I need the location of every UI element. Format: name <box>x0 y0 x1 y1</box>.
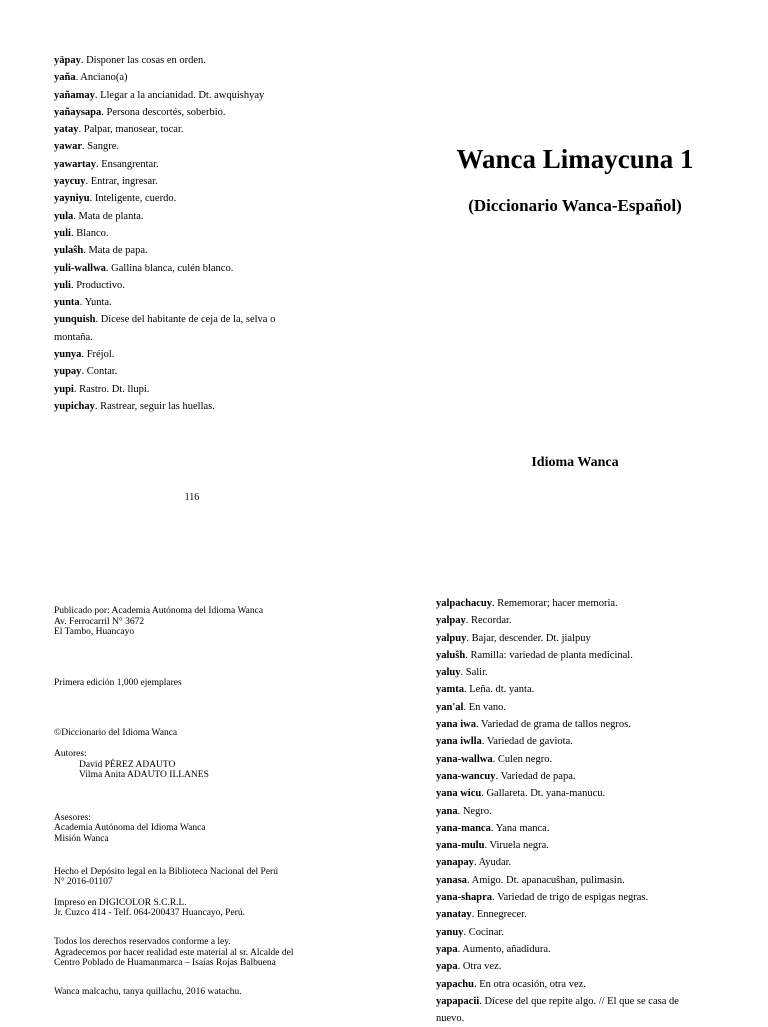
dictionary-entry: yalpay. Recordar. <box>436 615 512 627</box>
dictionary-entry: yalpuy. Bajar, descender. Dt. jialpuy <box>436 632 591 644</box>
entry-definition: Anciano(a) <box>80 72 128 84</box>
entry-headword: yunquish <box>54 314 96 326</box>
dictionary-entry: yanatay. Ennegrecer. <box>436 909 527 921</box>
entry-headword: yañaysapa <box>54 106 102 118</box>
entry-definition: Productivo. <box>76 279 125 291</box>
entry-definition: Amigo. Dt. apanacuŝhan, pulimasin. <box>471 874 625 886</box>
dictionary-entry: yapapacii. Dícese del que repite algo. // El que se casa de <box>436 995 679 1007</box>
entry-definition: Ensangrentar. <box>101 158 159 170</box>
entry-definition: Negro. <box>462 805 492 817</box>
dictionary-entry: yuli. Productivo. <box>54 279 125 291</box>
entry-definition: Palpar, manosear, tocar. <box>83 124 184 136</box>
entry-definition: Aumento, añadidura. <box>462 943 551 955</box>
entry-definition: Mata de planta. <box>78 210 144 222</box>
entry-headword: yawartay <box>54 158 96 170</box>
dictionary-entry: yana-shapra. Variedad de trigo de espigas negras. <box>436 892 649 904</box>
entry-definition: Bajar, descender. Dt. jialpuy <box>471 632 591 644</box>
entry-headword: yapachu <box>436 978 474 990</box>
entry-definition: Yunta. <box>84 297 112 309</box>
publisher-address: Av. Ferrocarril N° 3672 <box>54 616 145 627</box>
dictionary-entry: yana iwlla. Variedad de gaviota. <box>436 736 573 748</box>
entry-headword: yupay <box>54 366 82 378</box>
entry-definition: Dícese del que repite algo. // El que se casa de <box>484 995 679 1007</box>
page-number: 116 <box>184 492 200 503</box>
entry-definition: Cocinar. <box>468 926 504 938</box>
entry-definition: Blanco. <box>76 227 109 239</box>
entry-definition: Rememorar; hacer memoria. <box>497 598 618 609</box>
dictionary-entry: yupi. Rastro. Dt. llupi. <box>54 383 150 395</box>
dictionary-entry: yuli. Blanco. <box>54 227 109 239</box>
entry-definition: En otra ocasión, otra vez. <box>479 978 586 990</box>
dictionary-entry <box>436 1010 736 1027</box>
advisor-name: Academia Autónoma del Idioma Wanca <box>54 823 206 834</box>
entry-definition: En vano. <box>468 701 507 713</box>
printer-line: Impreso en DIGICOLOR S.C.R.L. <box>54 897 187 908</box>
advisors-label: Asesores: <box>54 812 91 823</box>
imprint-block <box>54 606 354 997</box>
entry-headword: yana-mulu <box>436 840 485 852</box>
entry-headword: yana iwlla <box>436 736 482 748</box>
entry-headword: yaña <box>54 72 76 84</box>
printer-address: Jr. Cuzco 414 - Telf. 064-200437 Huancayo, Perú. <box>54 908 245 919</box>
dictionary-entry: yaluy. Salir. <box>436 667 488 679</box>
entry-headword: yayniyu <box>54 193 90 205</box>
entry-definition: Entrar, ingresar. <box>90 176 158 188</box>
dictionary-entry: yanasa. Amigo. Dt. apanacuŝhan, pulimasin. <box>436 874 625 886</box>
dictionary-entry: yañamay. Llegar a la ancianidad. Dt. awquishyay <box>54 89 265 101</box>
entry-definition: Mata de papa. <box>88 245 148 257</box>
dictionary-entry: yapachu. En otra ocasión, otra vez. <box>436 978 586 990</box>
dictionary-entry: yaycuy. Entrar, ingresar. <box>54 176 158 188</box>
dictionary-entry: yula. Mata de planta. <box>54 210 144 222</box>
entry-definition: Yana manca. <box>495 822 550 834</box>
entry-definition: Ramilla: variedad de planta medicinal. <box>470 649 633 661</box>
entry-definition: Culen negro. <box>497 753 553 765</box>
dictionary-entry: yayniyu. Inteligente, cuerdo. <box>54 193 177 205</box>
dictionary-entry: yunya. Fréjol. <box>54 349 115 361</box>
entry-headword: yanuy <box>436 926 464 938</box>
language-label: Idioma Wanca <box>531 455 619 470</box>
entry-headword: yatay <box>54 124 79 136</box>
entry-headword: yunta <box>54 297 80 309</box>
entry-definition: nuevo. <box>436 1013 465 1025</box>
entry-headword: yana iwa <box>436 719 476 731</box>
entry-definition: Llegar a la ancianidad. Dt. awquishyay <box>100 89 265 101</box>
entry-definition: Ennegrecer. <box>476 909 527 921</box>
dictionary-entries-bottom <box>436 595 736 1027</box>
dictionary-entry: yanapay. Ayudar. <box>436 857 512 869</box>
entry-headword: yula <box>54 210 74 222</box>
dictionary-entry: yana-manca. Yana manca. <box>436 822 550 834</box>
entry-headword: yana <box>436 805 458 817</box>
entry-definition: Ayudar. <box>478 857 512 869</box>
dictionary-entry: yaña. Anciano(a) <box>54 72 128 84</box>
entry-definition: Variedad de papa. <box>500 770 576 782</box>
dictionary-entry: yatay. Palpar, manosear, tocar. <box>54 124 184 136</box>
thanks-line: Agradecemos por hacer realidad este material al sr. Alcalde del <box>54 947 294 958</box>
entry-headword: yana-wancuy <box>436 770 496 782</box>
deposit-number: N° 2016-01107 <box>54 877 113 888</box>
copyright-line: ©Diccionario del Idioma Wanca <box>54 728 178 739</box>
entry-headword: yan'al <box>436 701 464 713</box>
deposit-line: Hecho el Depósito legal en la Biblioteca Nacional del Perú <box>54 866 278 877</box>
entry-headword: yana-wallwa <box>436 753 493 765</box>
publisher-city: El Tambo, Huancayo <box>54 627 135 638</box>
entry-headword: yunya <box>54 349 82 361</box>
entry-headword: yanapay <box>436 857 474 869</box>
entry-definition: montaña. <box>54 331 93 343</box>
dictionary-entry: yana-wallwa. Culen negro. <box>436 753 553 765</box>
book-subtitle: (Diccionario Wanca-Español) <box>468 196 682 215</box>
author-name: David PÉREZ ADAUTO <box>79 759 176 770</box>
entry-definition: Otra vez. <box>462 961 502 973</box>
dictionary-entry: yana iwa. Variedad de grama de tallos negros. <box>436 719 631 731</box>
entry-definition: Variedad de trigo de espigas negras. <box>497 892 649 904</box>
dictionary-entry: yapa. Aumento, añadidura. <box>436 943 551 955</box>
dictionary-entry: yupichay. Rastrear, seguir las huellas. <box>54 400 215 412</box>
dictionary-entry: yan'al. En vano. <box>436 701 507 713</box>
advisor-name: Misión Wanca <box>54 833 109 844</box>
entry-definition: Contar. <box>86 366 118 378</box>
dictionary-entry: yana-wancuy. Variedad de papa. <box>436 770 576 782</box>
dictionary-entry: yana wicu. Gallareta. Dt. yana-manucu. <box>436 788 606 800</box>
authors-label: Autores: <box>54 748 87 759</box>
entry-headword: yalpuy <box>436 632 467 644</box>
dictionary-entry: yunquish. Dícese del habitante de ceja de la, selva o <box>54 314 276 326</box>
dictionary-entry <box>54 329 344 346</box>
dictionary-entry: yäpay. Disponer las cosas en orden. <box>54 55 206 66</box>
entry-headword: yapapacii <box>436 995 480 1007</box>
closing-line: Wanca malcachu, tanya quillachu, 2016 watachu. <box>54 986 242 997</box>
entry-headword: yaycuy <box>54 176 86 188</box>
entry-headword: yalpay <box>436 615 466 627</box>
entry-definition: Viruela negra. <box>489 840 549 852</box>
dictionary-entry: yawartay. Ensangrentar. <box>54 158 159 170</box>
entry-headword: yana-shapra <box>436 892 493 904</box>
dictionary-entries-top <box>54 52 344 415</box>
dictionary-entry: yañaysapa. Persona descortés, soberbio. <box>54 106 226 118</box>
dictionary-entry: yupay. Contar. <box>54 366 118 378</box>
entry-headword: yana-manca <box>436 822 491 834</box>
entry-headword: yanatay <box>436 909 472 921</box>
entry-definition: Gallina blanca, culén blanco. <box>111 262 234 274</box>
dictionary-entry: yana-mulu. Viruela negra. <box>436 840 549 852</box>
entry-headword: yawar <box>54 141 82 153</box>
entry-headword: yanasa <box>436 874 467 886</box>
entry-headword: yupi <box>54 383 74 395</box>
edition-line: Primera edición 1,000 ejemplares <box>54 677 182 688</box>
entry-definition: Variedad de grama de tallos negros. <box>481 719 631 731</box>
entry-headword: yaluy <box>436 667 461 679</box>
entry-headword: yuli <box>54 279 71 291</box>
dictionary-entry: yanuy. Cocinar. <box>436 926 504 938</box>
entry-headword: yapa <box>436 943 458 955</box>
dictionary-entry: yana. Negro. <box>436 805 492 817</box>
dictionary-entry: yunta. Yunta. <box>54 297 112 309</box>
dictionary-entry: yawar. Sangre. <box>54 141 120 153</box>
entry-definition: Gallareta. Dt. yana-manucu. <box>486 788 606 800</box>
entry-headword: yaluŝh <box>436 649 466 661</box>
entry-headword: yuli-wallwa <box>54 262 106 274</box>
entry-headword: yulaŝh <box>54 245 84 257</box>
thanks-line: Centro Poblado de Huamanmarca – Isaías Rojas Balbuena <box>54 958 276 969</box>
entry-headword: yuli <box>54 227 71 239</box>
book-title: Wanca Limaycuna 1 <box>456 144 694 174</box>
entry-headword: yana wicu <box>436 788 482 800</box>
entry-definition: Inteligente, cuerdo. <box>94 193 177 205</box>
dictionary-entry: yulaŝh. Mata de papa. <box>54 245 148 257</box>
dictionary-entry: yamta. Leña. dt. yanta. <box>436 684 535 696</box>
dictionary-entry: yalpachacuy. Rememorar; hacer memoria. <box>436 598 618 609</box>
entry-definition: Salir. <box>465 667 488 679</box>
author-name: Vilma Anita ADAUTO ILLANES <box>79 770 209 781</box>
entry-headword: yäpay <box>54 55 81 66</box>
entry-definition: Disponer las cosas en orden. <box>86 55 206 66</box>
entry-headword: yupichay <box>54 400 95 412</box>
entry-definition: Rastrear, seguir las huellas. <box>100 400 215 412</box>
entry-headword: yamta <box>436 684 464 696</box>
entry-definition: Variedad de gaviota. <box>486 736 573 748</box>
entry-headword: yalpachacuy <box>436 598 493 609</box>
dictionary-entry: yuli-wallwa. Gallina blanca, culén blanco. <box>54 262 234 274</box>
dictionary-entry: yaluŝh. Ramilla: variedad de planta medicinal. <box>436 649 633 661</box>
entry-headword: yapa <box>436 961 458 973</box>
entry-definition: Fréjol. <box>86 349 115 361</box>
dictionary-entry: yapa. Otra vez. <box>436 961 502 973</box>
publisher-line: Publicado por: Academia Autónoma del Idioma Wanca <box>54 606 264 616</box>
rights-line: Todos los derechos reservados conforme a ley. <box>54 936 231 947</box>
entry-definition: Dícese del habitante de ceja de la, selva o <box>100 314 276 326</box>
entry-definition: Sangre. <box>87 141 120 153</box>
entry-definition: Recordar. <box>471 615 512 627</box>
entry-definition: Leña. dt. yanta. <box>469 684 535 696</box>
entry-definition: Persona descortés, soberbio. <box>106 106 226 118</box>
entry-headword: yañamay <box>54 89 95 101</box>
entry-definition: Rastro. Dt. llupi. <box>79 383 150 395</box>
